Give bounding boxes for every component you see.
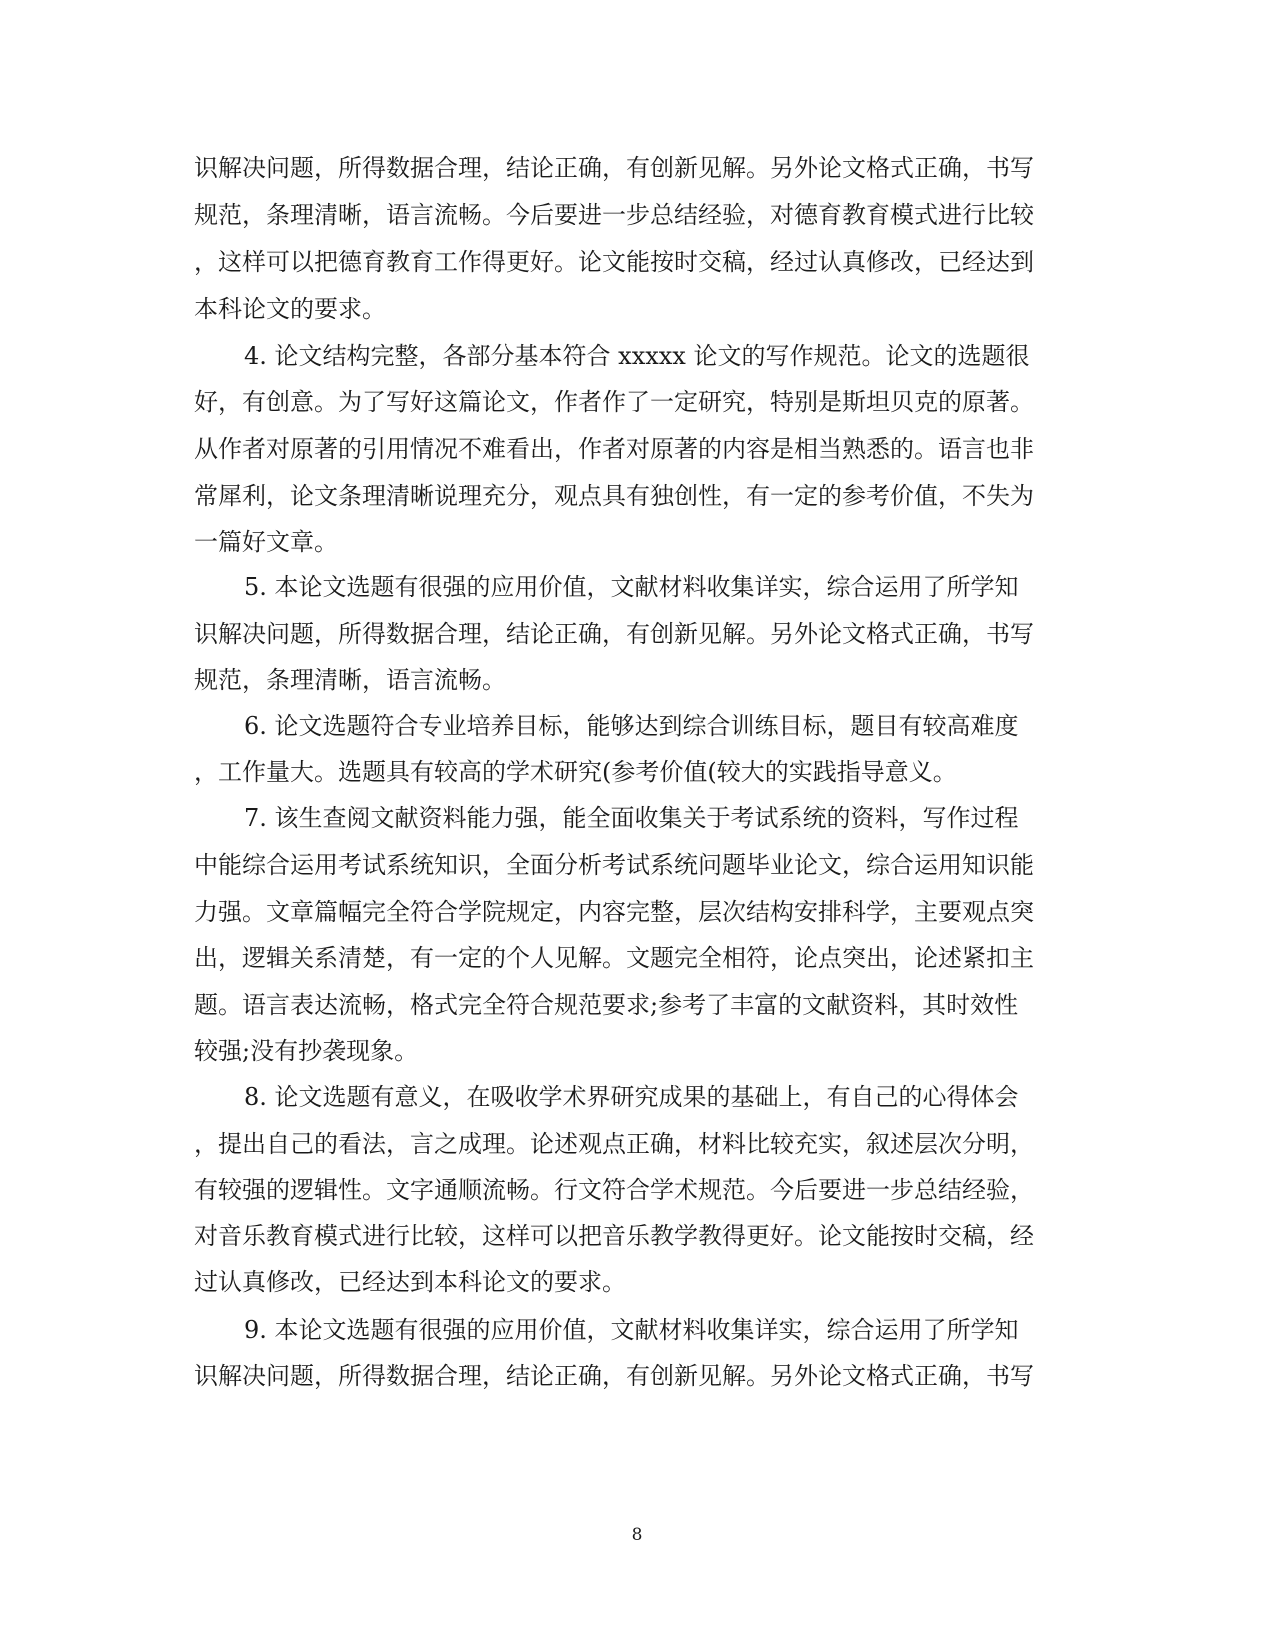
text-line: 本科论文的要求。 (194, 295, 386, 323)
paragraph-4-first-line: 4. 论文结构完整，各部分基本符合 xxxxx 论文的写作规范。论文的选题很 (244, 342, 1030, 370)
paragraph-7-first-line: 7. 该生查阅文献资料能力强，能全面收集关于考试系统的资料，写作过程 (244, 804, 1019, 832)
text-line: 力强。文章篇幅完全符合学院规定，内容完整，层次结构安排科学，主要观点突 (194, 898, 1034, 926)
text-line: 题。语言表达流畅，格式完全符合规范要求;参考了丰富的文献资料，其时效性 (194, 991, 1019, 1019)
text-line: 从作者对原著的引用情况不难看出，作者对原著的内容是相当熟悉的。语言也非 (194, 435, 1034, 463)
text-line: 规范，条理清晰，语言流畅。 (194, 666, 506, 694)
paragraph-5-first-line: 5. 本论文选题有很强的应用价值，文献材料收集详实，综合运用了所学知 (244, 573, 1019, 601)
text-line: ，提出自己的看法，言之成理。论述观点正确，材料比较充实，叙述层次分明， (194, 1130, 1034, 1158)
text-line: ，工作量大。选题具有较高的学术研究(参考价值(较大的实践指导意义。 (194, 758, 957, 786)
text-line: ，这样可以把德育教育工作得更好。论文能按时交稿，经过认真修改，已经达到 (194, 248, 1034, 276)
text-line: 中能综合运用考试系统知识，全面分析考试系统问题毕业论文，综合运用知识能 (194, 851, 1034, 879)
text-line: 一篇好文章。 (194, 528, 338, 556)
text-line: 对音乐教育模式进行比较，这样可以把音乐教学教得更好。论文能按时交稿，经 (194, 1222, 1034, 1250)
text-line: 识解决问题，所得数据合理，结论正确，有创新见解。另外论文格式正确，书写 (194, 620, 1034, 648)
paragraph-8-first-line: 8. 论文选题有意义，在吸收学术界研究成果的基础上，有自己的心得体会 (244, 1083, 1019, 1111)
text-line: 识解决问题，所得数据合理，结论正确，有创新见解。另外论文格式正确，书写 (194, 154, 1034, 182)
paragraph-6-first-line: 6. 论文选题符合专业培养目标，能够达到综合训练目标，题目有较高难度 (244, 712, 1019, 740)
text-line: 规范，条理清晰，语言流畅。今后要进一步总结经验，对德育教育模式进行比较 (194, 201, 1034, 229)
text-line: 较强;没有抄袭现象。 (194, 1037, 419, 1065)
text-line: 过认真修改，已经达到本科论文的要求。 (194, 1268, 626, 1296)
text-line: 好，有创意。为了写好这篇论文，作者作了一定研究，特别是斯坦贝克的原著。 (194, 388, 1034, 416)
paragraph-9-first-line: 9. 本论文选题有很强的应用价值，文献材料收集详实，综合运用了所学知 (244, 1316, 1019, 1344)
text-line: 常犀利，论文条理清晰说理充分，观点具有独创性，有一定的参考价值，不失为 (194, 482, 1034, 510)
text-line: 有较强的逻辑性。文字通顺流畅。行文符合学术规范。今后要进一步总结经验， (194, 1176, 1034, 1204)
page-number: 8 (631, 1525, 643, 1545)
text-line: 出，逻辑关系清楚，有一定的个人见解。文题完全相符，论点突出，论述紧扣主 (194, 944, 1034, 972)
text-line: 识解决问题，所得数据合理，结论正确，有创新见解。另外论文格式正确，书写 (194, 1362, 1034, 1390)
